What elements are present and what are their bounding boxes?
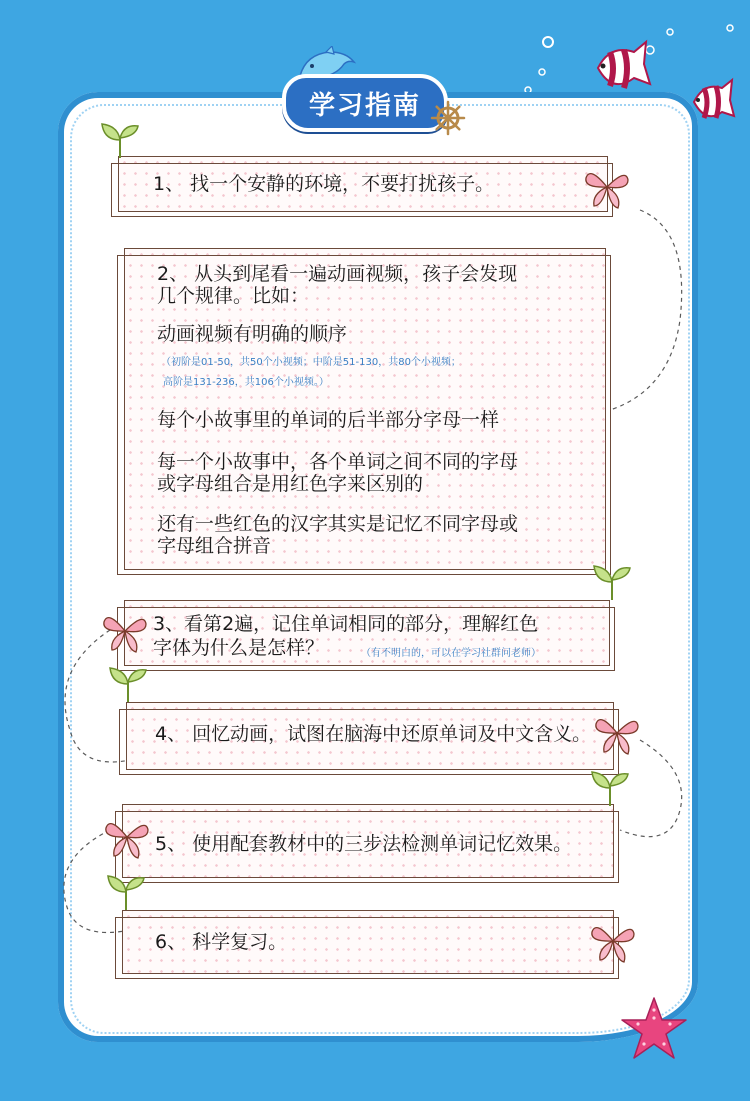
step-2-note-1: （初阶是01-50，共50个小视频；中阶是51-130，共80个小视频； bbox=[161, 357, 461, 368]
step-card-3 bbox=[124, 600, 610, 666]
page-title: 学习指南 bbox=[308, 90, 421, 121]
step-card-1 bbox=[118, 156, 608, 212]
title-badge bbox=[282, 74, 448, 132]
butterfly-icon bbox=[582, 162, 632, 212]
butterfly-icon bbox=[102, 812, 152, 862]
step-2-text-line1: 2、 从头到尾看一遍动画视频，孩子会发现 bbox=[157, 263, 518, 285]
step-2-text-line2: 几个规律。比如： bbox=[157, 285, 310, 307]
butterfly-icon bbox=[592, 708, 642, 758]
butterfly-icon bbox=[588, 916, 638, 966]
step-3-text-line2: 字体为什么是怎样？ bbox=[153, 637, 325, 659]
step-card-2 bbox=[124, 248, 606, 570]
step-1-text: 1、 找一个安静的环境，不要打扰孩子。 bbox=[153, 173, 495, 195]
step-3-text-line1: 3、看第2遍，记住单词相同的部分，理解红色 bbox=[153, 613, 539, 635]
step-2-point-3-line2: 或字母组合是用红色字来区别的 bbox=[157, 473, 424, 495]
step-2-point-4-line1: 还有一些红色的汉字其实是记忆不同字母或 bbox=[157, 513, 519, 535]
step-2-point-2: 每个小故事里的单词的后半部分字母一样 bbox=[157, 409, 500, 431]
leaf-sprout-icon bbox=[100, 122, 140, 160]
step-4-text: 4、 回忆动画，试图在脑海中还原单词及中文含义。 bbox=[155, 723, 592, 745]
step-2-note-2: 高阶是131-236，共106个小视频。） bbox=[163, 377, 329, 388]
starfish-icon bbox=[620, 996, 688, 1060]
step-card-6 bbox=[122, 910, 614, 974]
step-card-5 bbox=[122, 804, 614, 878]
step-card-4 bbox=[126, 702, 614, 770]
ship-wheel-icon bbox=[430, 100, 466, 136]
step-2-point-3-line1: 每一个小故事中，各个单词之间不同的字母 bbox=[157, 451, 519, 473]
step-5-text: 5、 使用配套教材中的三步法检测单词记忆效果。 bbox=[155, 833, 573, 855]
clownfish-icon bbox=[690, 76, 736, 126]
leaf-sprout-icon bbox=[108, 666, 148, 704]
leaf-sprout-icon bbox=[592, 564, 632, 602]
leaf-sprout-icon bbox=[106, 874, 146, 912]
step-3-note: （有不明白的，可以在学习社群问老师） bbox=[361, 648, 541, 659]
step-2-point-4-line2: 字母组合拼音 bbox=[157, 535, 272, 557]
butterfly-icon bbox=[100, 606, 150, 656]
step-2-point-1: 动画视频有明确的顺序 bbox=[157, 323, 348, 345]
leaf-sprout-icon bbox=[590, 770, 630, 808]
step-6-text: 6、 科学复习。 bbox=[155, 931, 288, 953]
clownfish-icon bbox=[590, 38, 652, 98]
